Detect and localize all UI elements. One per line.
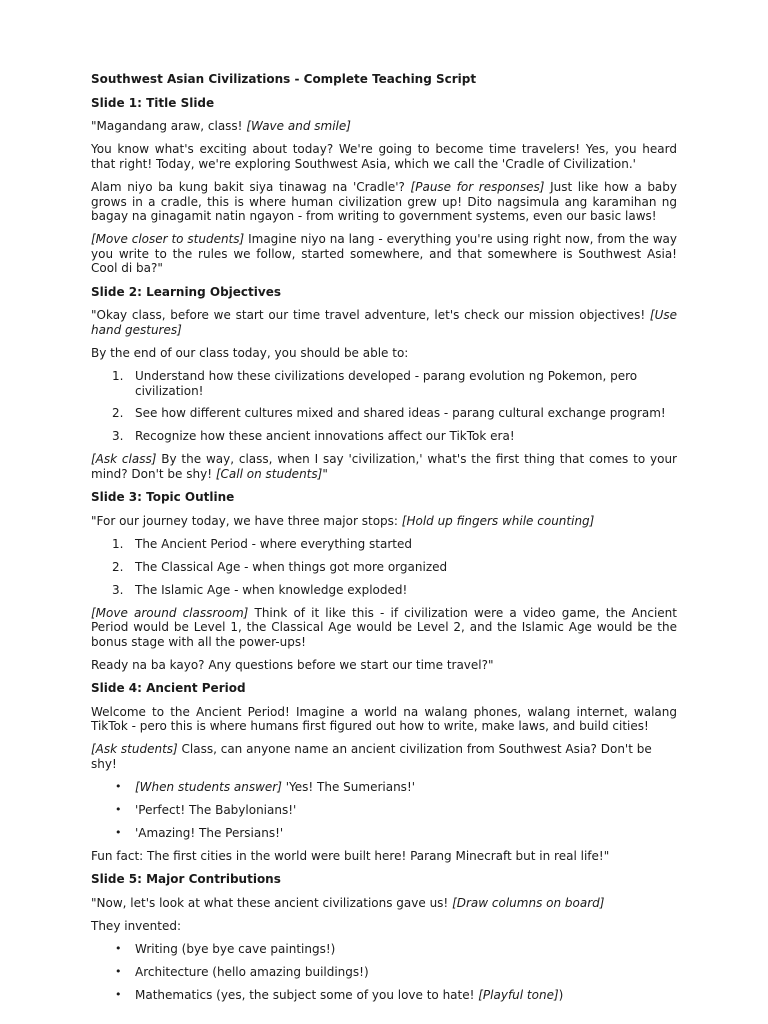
stage-direction: [Draw columns on board]	[452, 895, 605, 910]
text-run: Alam niyo ba kung bakit siya tinawag na 'Cradle'?	[91, 179, 411, 194]
outline-list	[91, 537, 677, 597]
text-run: Mathematics (yes, the subject some of you love to hate!	[135, 987, 479, 1002]
stage-direction: [Playful tone]	[478, 987, 559, 1002]
slide-2-paragraph-2: By the end of our class today, you should be able to:	[91, 345, 409, 360]
stage-direction: [Move closer to students]	[91, 232, 245, 247]
list-item-text: See how different cultures mixed and shared ideas - parang cultural exchange program!	[135, 406, 666, 421]
slide-1-heading: Slide 1: Title Slide	[91, 95, 215, 110]
stage-direction: [Use hand gestures]	[91, 308, 677, 337]
bullet-icon: •	[115, 941, 122, 955]
list-number: 3.	[112, 429, 124, 444]
list-item	[91, 560, 677, 575]
list-item	[91, 988, 677, 1003]
text-run: Class, can anyone name an ancient civilization from Southwest Asia? Don't be shy!	[91, 742, 652, 771]
text-run: "Okay class, before we start our time travel adventure, let's check our mission objectives!	[91, 308, 650, 323]
slide-4-paragraph-1: Welcome to the Ancient Period! Imagine a world na walang phones, walang internet, walang TikTok - pero this is where humans first figured out how to write, make laws, and build cities!	[91, 704, 677, 734]
list-number: 1.	[112, 368, 124, 383]
text-run: "	[322, 466, 328, 481]
list-item-text: 'Perfect! The Babylonians!'	[135, 802, 297, 817]
bullet-icon: •	[115, 779, 122, 793]
text-run: "For our journey today, we have three major stops:	[91, 513, 402, 528]
list-item	[91, 369, 677, 398]
stage-direction: [Pause for responses]	[410, 179, 545, 194]
list-item	[91, 965, 677, 980]
list-item-text: The Classical Age - when things got more organized	[135, 559, 448, 574]
slide-2-paragraph-1	[91, 308, 677, 337]
text-run: By the way, class, when I say 'civilization,' what's the first thing that comes to your mind? Don't be shy!	[91, 452, 677, 481]
slide-2-heading: Slide 2: Learning Objectives	[91, 284, 281, 299]
slide-2-paragraph-3	[91, 452, 677, 481]
text-run: "Now, let's look at what these ancient civilizations gave us!	[91, 895, 453, 910]
text-run: Think of it like this - if civilization were a video game, the Ancient Period would be Level 1, the Classical Age would be Level 2, and the Islamic Age would be the bonus stage with all the power-ups!	[91, 605, 677, 649]
document-title: Southwest Asian Civilizations - Complete Teaching Script	[91, 72, 477, 86]
stage-direction: [Wave and smile]	[246, 119, 351, 134]
list-item-text: Writing (bye bye cave paintings!)	[135, 941, 336, 956]
bullet-icon: •	[115, 825, 122, 839]
list-item-text: Architecture (hello amazing buildings!)	[135, 964, 369, 979]
bullet-icon: •	[115, 964, 122, 978]
list-item-text: The Ancient Period - where everything started	[135, 536, 412, 551]
slide-4-heading: Slide 4: Ancient Period	[91, 681, 246, 695]
slide-1-paragraph-3	[91, 180, 677, 224]
stage-direction: [Ask class]	[91, 452, 157, 467]
list-item	[91, 583, 677, 598]
list-number: 1.	[112, 536, 124, 551]
bullet-icon: •	[115, 802, 122, 816]
list-item	[91, 429, 677, 444]
stage-direction: [Move around classroom]	[91, 605, 249, 620]
slide-3-paragraph-2	[91, 606, 677, 650]
list-item-text: 'Yes! The Sumerians!'	[281, 779, 416, 794]
slide-5-paragraph-2: They invented:	[91, 918, 182, 933]
stage-direction: [Ask students]	[91, 742, 178, 757]
list-item	[91, 406, 677, 421]
slide-4-paragraph-2	[91, 742, 677, 771]
slide-5-heading: Slide 5: Major Contributions	[91, 871, 281, 886]
civilizations-list	[91, 780, 677, 840]
list-item	[91, 780, 677, 795]
slide-1-paragraph-4	[91, 232, 677, 276]
slide-3-heading: Slide 3: Topic Outline	[91, 490, 235, 505]
list-item	[91, 803, 677, 818]
list-item	[91, 942, 677, 957]
slide-3-paragraph-1	[91, 514, 677, 529]
bullet-icon: •	[115, 987, 122, 1001]
slide-5-paragraph-1	[91, 896, 677, 911]
slide-1-paragraph-2: You know what's exciting about today? We're going to become time travelers! Yes, you heard that right! Today, we're exploring Southwest Asia, which we call the 'Cradle of Civilization.'	[91, 142, 677, 171]
text-run: "Magandang araw, class!	[91, 119, 247, 134]
stage-direction: [Call on students]	[215, 466, 323, 481]
objectives-list	[91, 369, 677, 444]
list-item	[91, 826, 677, 841]
list-item-text: Recognize how these ancient innovations affect our TikTok era!	[135, 429, 515, 444]
list-number: 3.	[112, 582, 124, 597]
list-item-text: Understand how these civilizations developed - parang evolution ng Pokemon, pero civilization!	[135, 368, 638, 398]
slide-1-greeting	[91, 119, 677, 134]
list-item	[91, 537, 677, 552]
text-run: )	[558, 987, 564, 1002]
stage-direction: [Hold up fingers while counting]	[401, 513, 595, 528]
text-run: Imagine niyo na lang - everything you're using right now, from the way you write to the rules we follow, started somewhere, and that somewhere is Southwest Asia! Cool di ba?"	[91, 232, 678, 276]
slide-3-paragraph-3: Ready na ba kayo? Any questions before we start our time travel?"	[91, 657, 494, 672]
inventions-list	[91, 942, 677, 1002]
text-run: Just like how a baby grows in a cradle, this is where human civilization grew up! Dito nagsimula ang karamihan ng bagay na ginagamit natin ngayon - from writing to government systems, even our basic laws!	[91, 179, 678, 224]
stage-direction: [When students answer]	[135, 779, 282, 794]
list-item-text: The Islamic Age - when knowledge exploded!	[135, 582, 408, 597]
list-number: 2.	[112, 406, 124, 421]
list-item-text: 'Amazing! The Persians!'	[135, 825, 284, 840]
list-number: 2.	[112, 559, 124, 574]
slide-4-paragraph-3: Fun fact: The first cities in the world were built here! Parang Minecraft but in real life!"	[91, 848, 610, 863]
